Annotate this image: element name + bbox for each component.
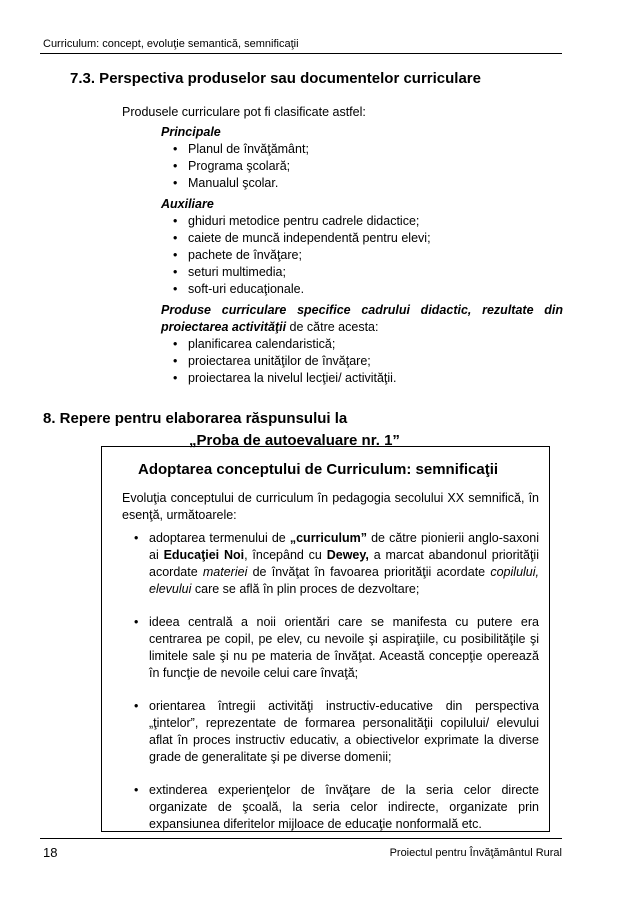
- auxiliare-heading: Auxiliare: [161, 197, 214, 211]
- list-item: • pachete de învăţare;: [161, 247, 563, 264]
- specifice-list: [161, 336, 563, 387]
- text-run: , începând cu: [244, 548, 327, 562]
- principale-heading: Principale: [161, 125, 221, 139]
- list-item: • proiectarea unităţilor de învăţare;: [161, 353, 563, 370]
- list-item: • seturi multimedia;: [161, 264, 563, 281]
- principale-list: [161, 141, 563, 192]
- footer-title: Proiectul pentru Învăţământul Rural: [389, 847, 562, 859]
- list-item: • Programa şcolară;: [161, 158, 563, 175]
- list-item: • ideea centrală a noii orientări care se manifesta cu putere era centrarea pe copil, pe elev, cu nevoile şi aspiraţiile, cu posibilităţile şi limitele sale şi nu pe materia de învăţat. Această concepţie operează în funcţie de nevoile celui care învaţă;: [122, 614, 539, 682]
- list-item: • Manualul şcolar.: [161, 175, 563, 192]
- specifice-heading-bold: Produse curriculare specifice cadrului didactic, rezultate din proiectarea activităţii: [161, 303, 563, 334]
- section-8-title-line2: „Proba de autoevaluare nr. 1”: [189, 432, 400, 449]
- list-item: • proiectarea la nivelul lecţiei/ activităţii.: [161, 370, 563, 387]
- page-number: 18: [43, 845, 58, 860]
- text-run: adoptarea termenului de: [149, 531, 290, 545]
- answer-box-intro: Evoluţia conceptului de curriculum în pedagogia secolului XX semnifică, în esenţă, următoarele:: [122, 491, 539, 522]
- header-rule: [40, 53, 562, 54]
- specifice-heading: [161, 302, 563, 336]
- running-header: Curriculum: concept, evoluţie semantică, semnificaţii: [43, 38, 299, 50]
- auxiliare-list: [161, 213, 563, 298]
- text-run-italic: materiei: [202, 565, 248, 579]
- list-item: • planificarea calendaristică;: [161, 336, 563, 353]
- text-run: a marcat abandonul priorităţii acordate: [149, 548, 539, 579]
- section-8-title-line1: 8. Repere pentru elaborarea răspunsului la: [43, 410, 348, 427]
- list-item: • Planul de învăţământ;: [161, 141, 563, 158]
- specifice-block: [161, 302, 563, 387]
- text-run: care se află în plin proces de dezvoltare;: [191, 582, 420, 596]
- text-run-bold: „curriculum”: [289, 531, 367, 545]
- section-7-3-title: 7.3. Perspectiva produselor sau documentelor curriculare: [70, 70, 481, 87]
- list-item: • extinderea experienţelor de învăţare de la seria celor directe organizate de şcoală, la seria celor indirecte, organizate prin expansiunea diferitelor mijloace de educaţie nonformală etc.: [122, 782, 539, 833]
- auxiliare-block: [161, 196, 563, 298]
- list-item: • caiete de muncă independentă pentru elevi;: [161, 230, 563, 247]
- footer-rule: [40, 838, 562, 839]
- answer-box-title: Adoptarea conceptului de Curriculum: semnificaţii: [138, 461, 499, 478]
- list-item: • ghiduri metodice pentru cadrele didactice;: [161, 213, 563, 230]
- list-item: • orientarea întregii activităţi instructiv-educative din perspectiva „ţintelor”, reprezentate de formarea personalităţii copilului/ elevului aflat în proces instructiv educativ, a obiectivelor exprimate la diverse grade de generalitate şi pe diverse domenii;: [122, 698, 539, 766]
- list-item: • soft-uri educaţionale.: [161, 281, 563, 298]
- section-7-3-intro: Produsele curriculare pot fi clasificate astfel:: [122, 105, 366, 119]
- text-run-bold: Dewey,: [326, 548, 369, 562]
- text-run: de învăţat în favoarea priorităţii acordate: [247, 565, 491, 579]
- text-run: de către pionierii anglo-saxoni ai: [149, 531, 540, 562]
- list-item: [122, 530, 539, 598]
- text-run-bold: Educaţiei Noi: [163, 548, 245, 562]
- principale-block: [161, 124, 563, 192]
- text-run-italic: copilului, elevului: [149, 565, 539, 596]
- answer-box-list: [122, 530, 539, 849]
- specifice-heading-tail: de către acesta:: [286, 320, 379, 334]
